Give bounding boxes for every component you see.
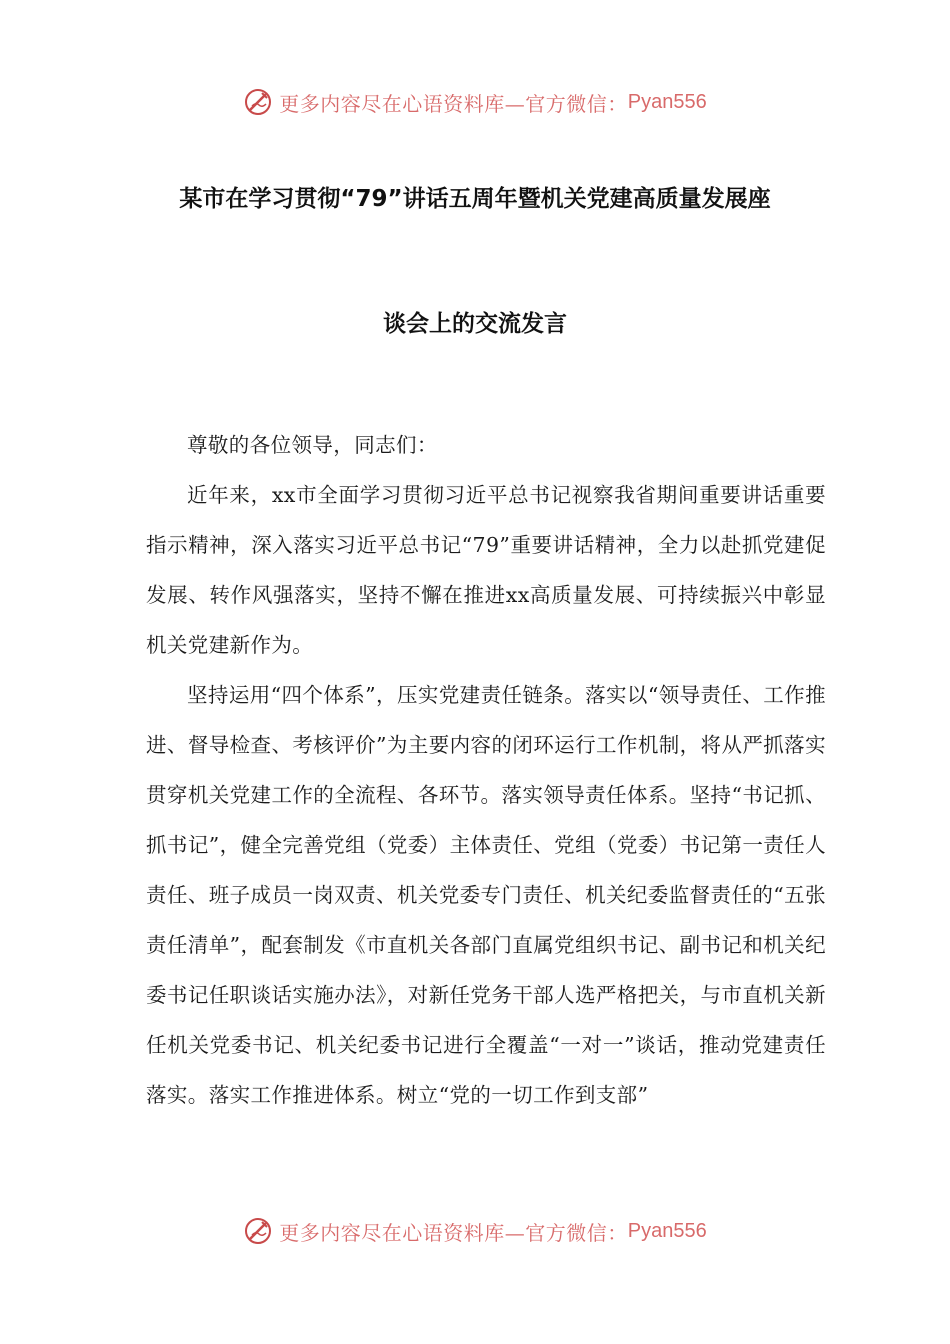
- salutation: 尊敬的各位领导，同志们：: [187, 433, 438, 457]
- paragraph-intro: 近年来，xx市全面学习贯彻习近平总书记视察我省期间重要讲话重要指示精神，深入落实习近平总书记“79”重要讲话精神，全力以赴抓党建促发展、转作风强落实，坚持不懈在推进xx高质量发展、可持续振兴中彰显机关党建新作为。: [146, 483, 826, 657]
- watermark-wechat-id: Pyan556: [627, 1219, 707, 1242]
- pen-logo-icon: [243, 1216, 273, 1246]
- watermark-wechat-id: Pyan556: [627, 90, 707, 113]
- document-title-line-1: 某市在学习贯彻“79”讲话五周年暨机关党建高质量发展座: [179, 186, 771, 212]
- watermark-text: 更多内容尽在心语资料库—官方微信：: [279, 91, 628, 116]
- document-body: [146, 420, 826, 1120]
- watermark-banner-bottom: [0, 1211, 950, 1251]
- pen-logo-icon: [243, 87, 273, 117]
- paragraph-four-systems: 坚持运用“四个体系”，压实党建责任链条。落实以“领导责任、工作推进、督导检查、考核评价”为主要内容的闭环运行工作机制，将从严抓落实贯穿机关党建工作的全流程、各环节。落实领导责任体系。坚持“书记抓、抓书记”，健全完善党组（党委）主体责任、党组（党委）书记第一责任人责任、班子成员一岗双责、机关党委专门责任、机关纪委监督责任的“五张责任清单”，配套制发《市直机关各部门直属党组织书记、副书记和机关纪委书记任职谈话实施办法》，对新任党务干部人选严格把关，与市直机关新任机关党委书记、机关纪委书记进行全覆盖“一对一”谈话，推动党建责任落实。落实工作推进体系。树立“党的一切工作到支部”: [146, 683, 826, 1107]
- document-title-line-2: 谈会上的交流发言: [383, 311, 567, 337]
- watermark-text: 更多内容尽在心语资料库—官方微信：: [279, 1220, 628, 1245]
- watermark-banner-top: [0, 82, 950, 122]
